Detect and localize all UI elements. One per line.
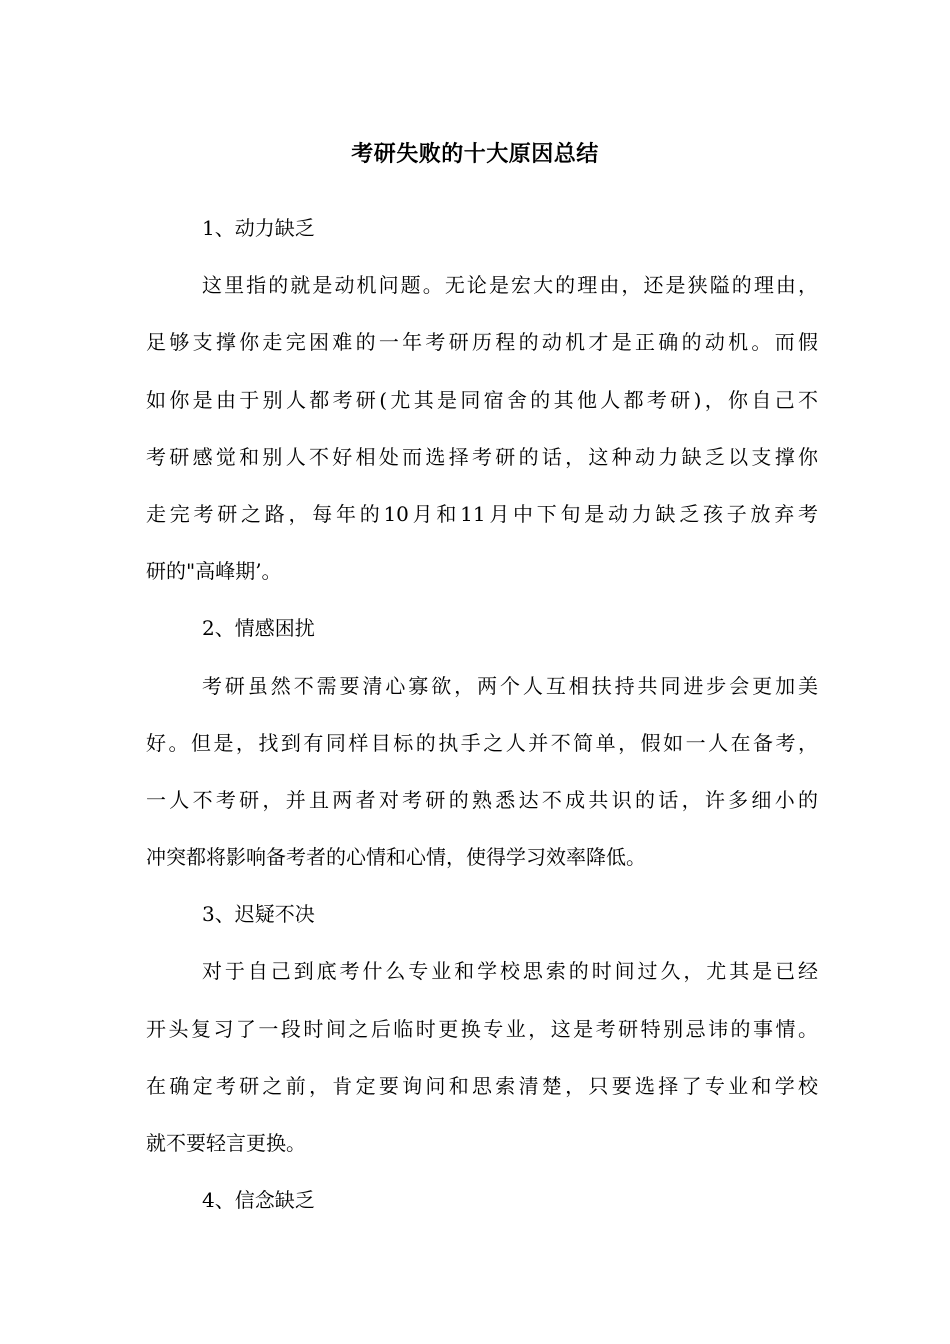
section-heading-1: 1、动力缺乏 xyxy=(202,216,315,240)
paragraph-line: 考研虽然不需要清心寡欲，两个人互相扶持共同进步会更加美 xyxy=(202,673,818,698)
section-heading-2: 2、情感困扰 xyxy=(202,616,315,641)
document-title: 考研失败的十大原因总结 xyxy=(351,141,599,167)
paragraph-line: 走完考研之路，每年的10月和11月中下旬是动力缺乏孩子放弃考 xyxy=(146,501,818,526)
section-heading-3: 3、迟疑不决 xyxy=(202,902,315,927)
paragraph-line: 如你是由于别人都考研(尤其是同宿舍的其他人都考研)，你自己不 xyxy=(146,387,818,412)
section-paragraph-2 xyxy=(146,658,818,887)
paragraph-line: 考研感觉和别人不好相处而选择考研的话，这种动力缺乏以支撑你 xyxy=(146,444,818,469)
paragraph-line: 一人不考研，并且两者对考研的熟悉达不成共识的话，许多细小的 xyxy=(146,787,818,812)
document-body xyxy=(146,200,818,1229)
paragraph-line: 好。但是，找到有同样目标的执手之人并不简单，假如一人在备考， xyxy=(146,730,818,755)
paragraph-line: 对于自己到底考什么专业和学校思索的时间过久，尤其是已经 xyxy=(202,959,818,984)
paragraph-line: 研的"高峰期’。 xyxy=(146,559,282,584)
paragraph-line: 在确定考研之前，肯定要询问和思索清楚，只要选择了专业和学校 xyxy=(146,1073,818,1098)
paragraph-line: 就不要轻言更换。 xyxy=(146,1131,306,1155)
paragraph-line: 冲突都将影响备考者的心情和心情，使得学习效率降低。 xyxy=(146,845,646,870)
section-paragraph-3 xyxy=(146,943,818,1172)
section-heading-4: 4、信念缺乏 xyxy=(202,1188,315,1213)
paragraph-line: 足够支撑你走完困难的一年考研历程的动机才是正确的动机。而假 xyxy=(146,330,818,355)
section-paragraph-1 xyxy=(146,257,818,600)
paragraph-line: 这里指的就是动机问题。无论是宏大的理由，还是狭隘的理由， xyxy=(202,273,818,298)
paragraph-line: 开头复习了一段时间之后临时更换专业，这是考研特别忌讳的事情。 xyxy=(146,1016,818,1041)
